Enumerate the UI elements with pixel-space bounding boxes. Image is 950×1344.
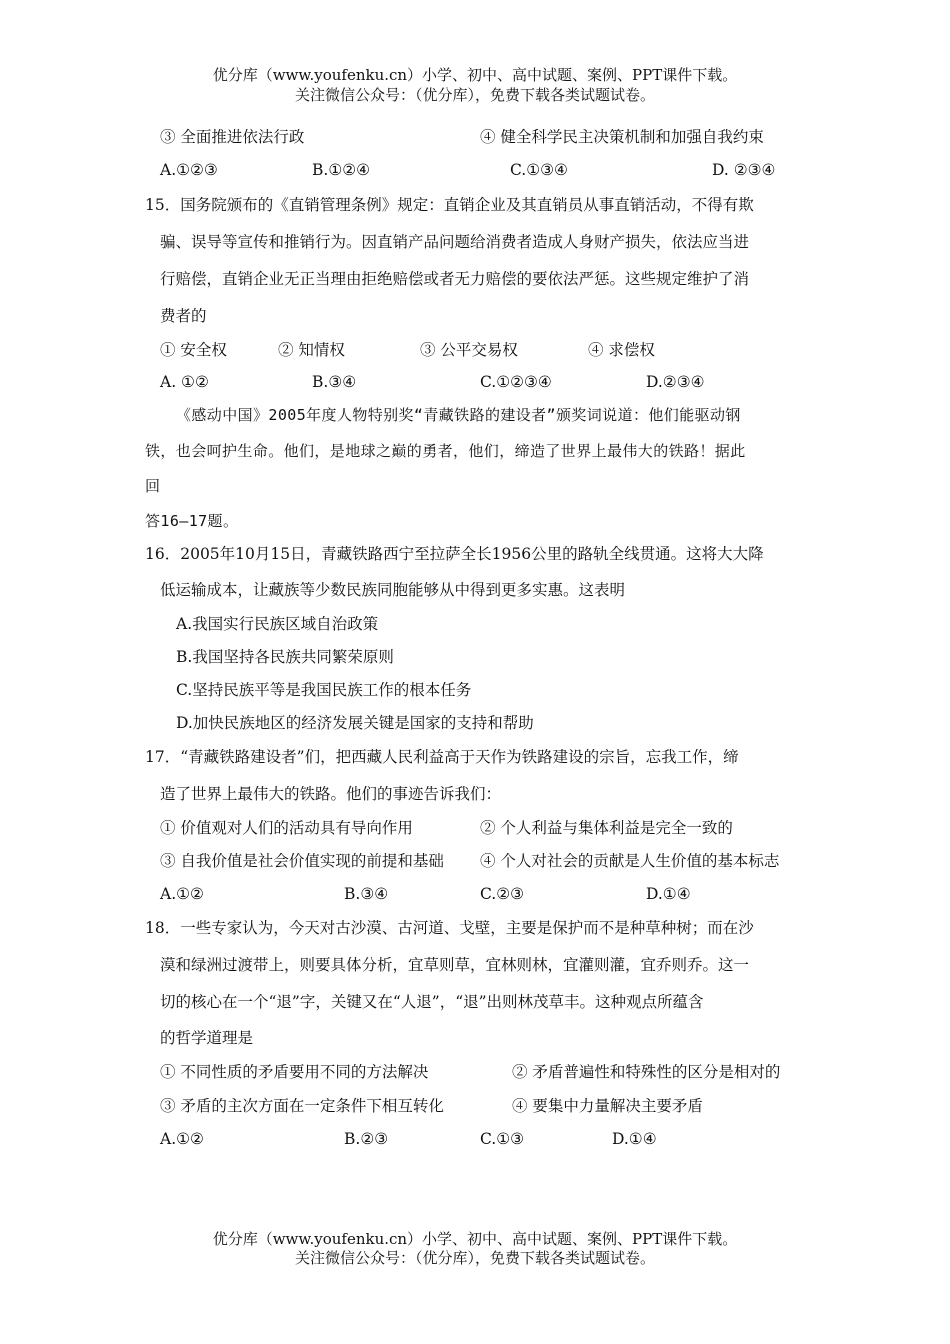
q16-option-b: B.我国坚持各民族共同繁荣原则	[176, 648, 394, 666]
q15-choice-a: A. ①②	[160, 373, 209, 391]
q15-choice-d: D.②③④	[646, 373, 705, 391]
q14-choice-a: A.①②③	[160, 161, 218, 179]
q18-choice-b: B.②③	[344, 1130, 389, 1148]
q17-item-4: ④ 个人对社会的贡献是人生价值的基本标志	[480, 852, 780, 870]
header-line-1: 优分库（www.youfenku.cn）小学、初中、高中试题、案例、PPT课件下载。	[212, 66, 738, 84]
q17-item-3: ③ 自我价值是社会价值实现的前提和基础	[160, 852, 444, 870]
q18-stem-line: 切的核心在一个“退”字，关键又在“人退”，“退”出则林茂草丰。这种观点所蕴含	[160, 993, 704, 1011]
q16-option-c: C.坚持民族平等是我国民族工作的根本任务	[176, 681, 472, 699]
q18-item-4: ④ 要集中力量解决主要矛盾	[512, 1097, 703, 1115]
q17-choice-c: C.②③	[480, 885, 525, 903]
intro-line: 《感动中国》2005年度人物特别奖“青藏铁路的建设者”颁奖词说道：他们能驱动钢	[176, 406, 741, 424]
q18-stem-line: 漠和绿洲过渡带上，则要具体分析，宜草则草，宜林则林，宜灌则灌，宜乔则乔。这一	[160, 956, 750, 974]
q15-choice-c: C.①②③④	[480, 373, 552, 391]
footer-line-1: 优分库（www.youfenku.cn）小学、初中、高中试题、案例、PPT课件下载。	[212, 1230, 738, 1248]
q15-item-4: ④ 求偿权	[588, 341, 655, 359]
q17-item-1: ① 价值观对人们的活动具有导向作用	[160, 819, 413, 837]
q17-stem-line: 17．“青藏铁路建设者”们，把西藏人民利益高于天作为铁路建设的宗旨，忘我工作，缔	[145, 748, 739, 766]
q18-choice-d: D.①④	[612, 1130, 657, 1148]
q15-item-3: ③ 公平交易权	[420, 341, 518, 359]
q18-choice-c: C.①③	[480, 1130, 525, 1148]
q16-stem-line: 低运输成本，让藏族等少数民族同胞能够从中得到更多实惠。这表明	[160, 581, 626, 599]
q16-option-a: A.我国实行民族区域自治政策	[176, 615, 379, 633]
intro-line: 回	[145, 477, 161, 495]
q17-choice-b: B.③④	[344, 885, 389, 903]
q15-stem-line: 15．国务院颁布的《直销管理条例》规定：直销企业及其直销员从事直销活动，不得有欺	[145, 196, 754, 214]
q18-item-2: ② 矛盾普遍性和特殊性的区分是相对的	[512, 1063, 781, 1081]
q17-choice-a: A.①②	[160, 885, 204, 903]
q15-stem-line: 费者的	[160, 307, 207, 325]
q14-option-3: ③ 全面推进依法行政	[160, 128, 305, 146]
q15-item-2: ② 知情权	[278, 341, 345, 359]
header-line-2: 关注微信公众号：（优分库），免费下载各类试题试卷。	[294, 86, 655, 104]
q17-item-2: ② 个人利益与集体利益是完全一致的	[480, 819, 733, 837]
q17-stem-line: 造了世界上最伟大的铁路。他们的事迹告诉我们：	[160, 785, 502, 803]
q14-choice-b: B.①②④	[312, 161, 371, 179]
q18-choice-a: A.①②	[160, 1130, 204, 1148]
q18-stem-line: 的哲学道理是	[160, 1029, 254, 1047]
q16-stem-line: 16．2005年10月15日，青藏铁路西宁至拉萨全长1956公里的路轨全线贯通。这将大大降	[145, 545, 764, 563]
intro-line: 铁，也会呵护生命。他们，是地球之巅的勇者，他们，缔造了世界上最伟大的铁路！据此	[145, 442, 746, 460]
q18-stem-line: 18．一些专家认为，今天对古沙漠、古河道、戈壁，主要是保护而不是种草种树；而在沙	[145, 919, 754, 937]
q15-choice-b: B.③④	[312, 373, 357, 391]
q15-item-1: ① 安全权	[160, 341, 227, 359]
q14-choice-d: D. ②③④	[712, 161, 776, 179]
intro-line: 答16—17题。	[145, 512, 239, 530]
q14-option-4: ④ 健全科学民主决策机制和加强自我约束	[480, 128, 764, 146]
q17-choice-d: D.①④	[646, 885, 691, 903]
q15-stem-line: 行赔偿，直销企业无正当理由拒绝赔偿或者无力赔偿的要依法严惩。这些规定维护了消	[160, 270, 750, 288]
footer-line-2: 关注微信公众号：（优分库），免费下载各类试题试卷。	[294, 1249, 655, 1267]
q15-stem-line: 骗、误导等宣传和推销行为。因直销产品问题给消费者造成人身财产损失，依法应当进	[160, 233, 750, 251]
q14-choice-c: C.①③④	[510, 161, 568, 179]
q16-option-d: D.加快民族地区的经济发展关键是国家的支持和帮助	[176, 714, 534, 732]
q18-item-1: ① 不同性质的矛盾要用不同的方法解决	[160, 1063, 429, 1081]
q18-item-3: ③ 矛盾的主次方面在一定条件下相互转化	[160, 1097, 444, 1115]
